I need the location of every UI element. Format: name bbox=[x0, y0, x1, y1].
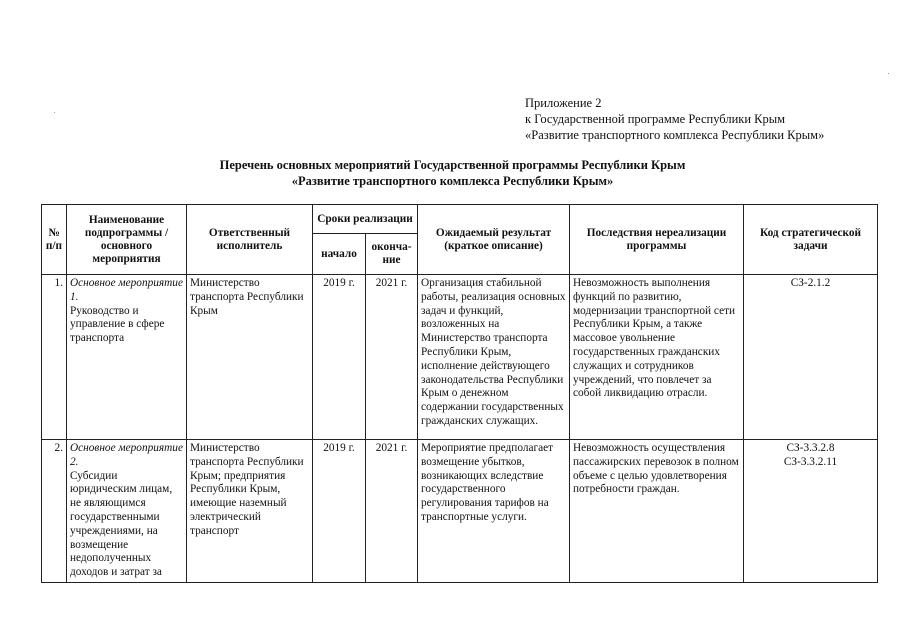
row-name bbox=[67, 440, 187, 583]
row-end: 2021 г. bbox=[366, 440, 418, 583]
annex-line-1: Приложение 2 bbox=[525, 96, 602, 110]
scan-speck bbox=[54, 112, 55, 113]
header-start: начало bbox=[313, 234, 366, 275]
header-executor: Ответственный исполнитель bbox=[187, 205, 313, 275]
document-title bbox=[0, 157, 905, 189]
header-num: № п/п bbox=[42, 205, 67, 275]
row-num: 2. bbox=[42, 440, 67, 583]
annex-note bbox=[525, 95, 824, 143]
title-line-1: Перечень основных мероприятий Государственной программы Республики Крым bbox=[219, 158, 686, 172]
row-consequences: Невозможность выполнения функций по развитию, модернизации транспортной сети Республики Крым, а также массовое увольнение государственных гражданских служащих и сотрудников учреждений, что повлечет за собой ликвидацию отрасли. bbox=[570, 275, 744, 440]
header-result: Ожидаемый результат (краткое описание) bbox=[418, 205, 570, 275]
annex-line-2: к Государственной программе Республики Крым bbox=[525, 112, 786, 126]
row-code-1: СЗ-2.1.2 bbox=[790, 277, 831, 289]
header-code: Код стратегической задачи bbox=[744, 205, 878, 275]
row-result: Организация стабильной работы, реализация основных задач и функций, возложенных на Министерство транспорта Республики Крым, исполнение действующего законодательства Республики Крым о денежном содержании государственных гражданских служащих. bbox=[418, 275, 570, 440]
row-consequences: Невозможность осуществления пассажирских перевозок в полном объеме с целью удовлетворения потребности граждан. bbox=[570, 440, 744, 583]
row-code-2: СЗ-3.3.2.11 bbox=[783, 455, 838, 468]
row-name-label: Основное мероприятие 2. bbox=[70, 442, 183, 468]
header-consequences: Последствия нереализации программы bbox=[570, 205, 744, 275]
table-row bbox=[42, 275, 878, 440]
table-row bbox=[42, 440, 878, 583]
row-name-text: Руководство и управление в сфере транспорта bbox=[70, 304, 165, 345]
row-name bbox=[67, 275, 187, 440]
row-start: 2019 г. bbox=[313, 440, 366, 583]
row-result: Мероприятие предполагает возмещение убытков, возникающих вследствие государственного регулирования тарифов на транспортные услуги. bbox=[418, 440, 570, 583]
row-executor: Министерство транспорта Республики Крым; предприятия Республики Крым, имеющие наземный электрический транспорт bbox=[187, 440, 313, 583]
row-name-label: Основное мероприятие 1. bbox=[70, 277, 183, 303]
row-start: 2019 г. bbox=[313, 275, 366, 440]
header-end: оконча-ние bbox=[366, 234, 418, 275]
scan-speck bbox=[888, 73, 889, 74]
header-period: Сроки реализации bbox=[313, 205, 418, 234]
row-code bbox=[744, 275, 878, 440]
row-code-1: СЗ-3.3.2.8 bbox=[786, 442, 835, 454]
row-name-text: Субсидии юридическим лицам, не являющимся государственными учреждениями, на возмещение недополученных доходов и затрат за bbox=[70, 469, 173, 579]
row-executor: Министерство транспорта Республики Крым bbox=[187, 275, 313, 440]
row-num: 1. bbox=[42, 275, 67, 440]
header-name: Наименование подпрограммы / основного мероприятия bbox=[67, 205, 187, 275]
annex-line-3: «Развитие транспортного комплекса Республики Крым» bbox=[525, 128, 825, 142]
row-end: 2021 г. bbox=[366, 275, 418, 440]
title-line-2: «Развитие транспортного комплекса Республики Крым» bbox=[291, 174, 614, 188]
table-header-row bbox=[42, 205, 878, 234]
activities-table bbox=[41, 204, 878, 583]
row-code bbox=[744, 440, 878, 583]
